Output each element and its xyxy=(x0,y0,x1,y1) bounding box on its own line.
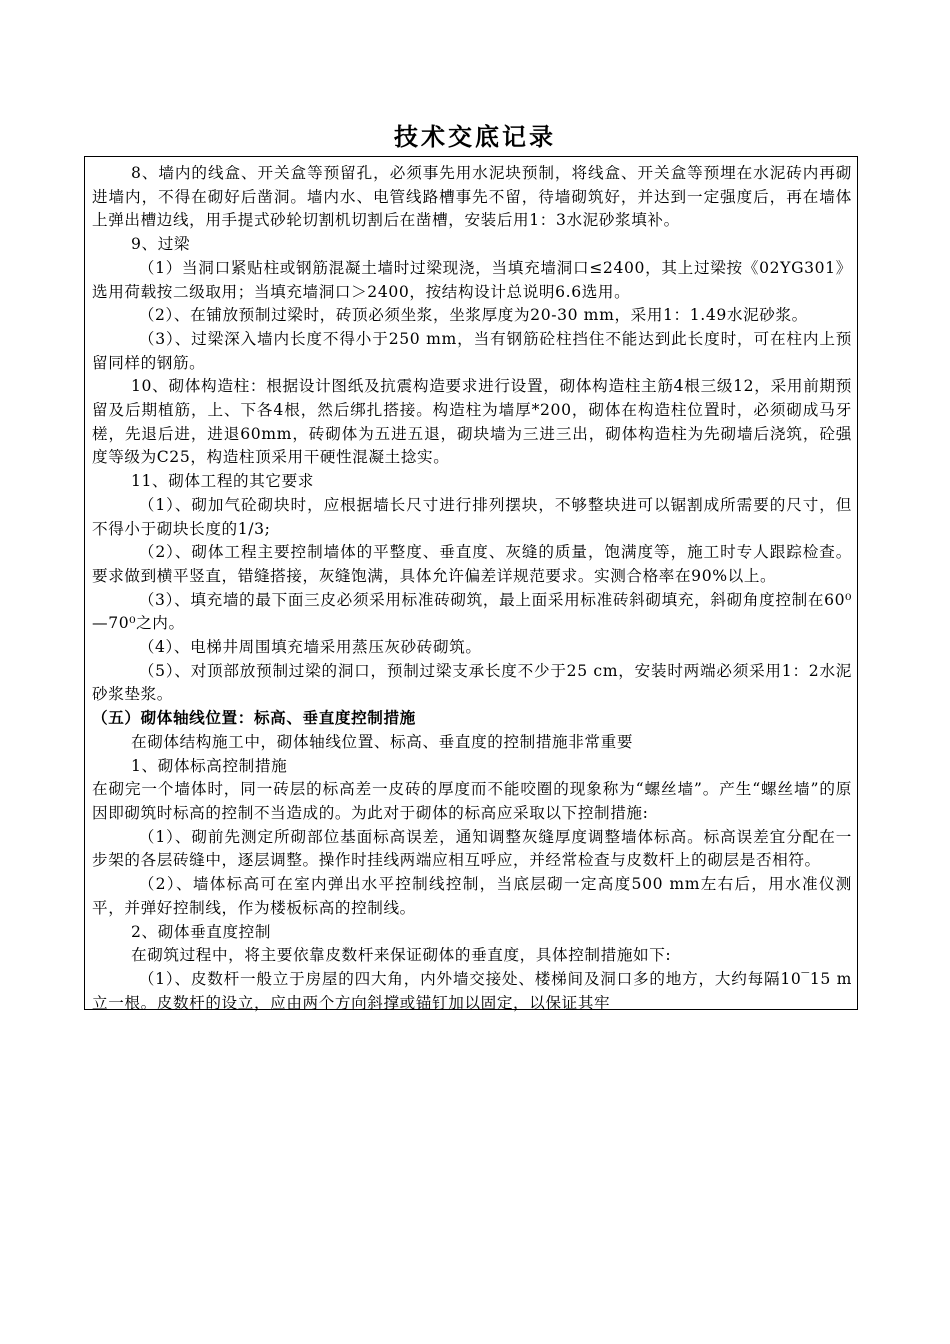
paragraph-masonry-3: （3）、填充墙的最下面三皮必须采用标准砖砌筑，最上面采用标准砖斜砌填充，斜砌角度控制在60⁰—70⁰之内。 xyxy=(92,590,852,633)
paragraph-masonry-2: （2）、砌体工程主要控制墙体的平整度、垂直度、灰缝的质量，饱满度等，施工时专人跟踪检查。要求做到横平竖直，错缝搭接，灰缝饱满，具体允许偏差详规范要求。实测合格率在90%以上。 xyxy=(92,543,852,585)
paragraph-elevation-1: （1）、砌前先测定所砌部位基面标高误差，通知调整灰缝厚度调整墙体标高。标高误差宜分配在一步架的各层砖缝中，逐层调整。操作时挂线两端应相互呼应，并经常检查与皮数杆上的砌层是否相符。 xyxy=(92,827,852,870)
document-body xyxy=(92,162,852,1015)
paragraph-item-10: 10、砌体构造柱：根据设计图纸及抗震构造要求进行设置，砌体构造柱主筋4根三级12，采用前期预留及后期植筋，上、下各4根，然后绑扎搭接。构造柱为墙厚*200，砌体在构造柱位置时，必须砌成马牙槎，先退后进，进退60mm，砖砌体为五进五退，砌块墙为三进三出，砌体构造柱为先砌墙后浇筑，砼强度等级为C25，构造柱顶采用干硬性混凝土捻实。 xyxy=(92,377,852,467)
paragraph-masonry-1: （1）、砌加气砼砌块时，应根据墙长尺寸进行排列摆块，不够整块进可以锯割成所需要的尺寸，但不得小于砌块长度的1/3; xyxy=(92,495,852,538)
paragraph-verticality-heading: 2、砌体垂直度控制 xyxy=(131,922,272,941)
paragraph-item-9-heading: 9、过梁 xyxy=(131,235,191,254)
document-title: 技术交底记录 xyxy=(394,123,556,151)
paragraph-masonry-4: （4）、电梯井周围填充墙采用蒸压灰砂砖砌筑。 xyxy=(138,638,482,657)
paragraph-verticality-1: （1）、皮数杆一般立于房屋的四大角，内外墙交接处、楼梯间及洞口多的地方，大约每隔10‾15 m立一根。皮数杆的设立，应由两个方向斜撑或锚钉加以固定，以保证其牢 xyxy=(92,969,852,1012)
paragraph-item-8: 8、墙内的线盒、开关盒等预留孔，必须事先用水泥块预制，将线盒、开关盒等预埋在水泥砖内再砌进墙内，不得在砌好后凿洞。墙内水、电管线路槽事先不留，待墙砌筑好，并达到一定强度后，再在墙体上弹出槽边线，用手提式砂轮切割机切割后在凿槽，安装后用1：3水泥砂浆填补。 xyxy=(92,164,852,230)
paragraph-item-11-heading: 11、砌体工程的其它要求 xyxy=(131,472,314,491)
paragraph-section-intro: 在砌体结构施工中，砌体轴线位置、标高、垂直度的控制措施非常重要 xyxy=(131,732,634,751)
paragraph-lintel-1: （1）当洞口紧贴柱或钢筋混凝土墙时过梁现浇，当填充墙洞口≤2400，其上过梁按《02YG301》选用荷载按二级取用；当填充墙洞口＞2400，按结构设计总说明6.6选用。 xyxy=(92,258,852,301)
section-heading-5: （五）砌体轴线位置：标高、垂直度控制措施 xyxy=(92,709,416,728)
paragraph-elevation-2: （2）、墙体标高可在室内弹出水平控制线控制，当底层砌一定高度500 mm左右后，用水准仪测平，并弹好控制线，作为楼板标高的控制线。 xyxy=(92,875,852,917)
paragraph-lintel-3: （3）、过梁深入墙内长度不得小于250 mm，当有钢筋砼柱挡住不能达到此长度时，可在柱内上预留同样的钢筋。 xyxy=(92,329,852,372)
paragraph-verticality-intro: 在砌筑过程中，将主要依靠皮数杆来保证砌体的垂直度，具体控制措施如下: xyxy=(131,946,672,965)
paragraph-lintel-2: （2）、在铺放预制过梁时，砖顶必须坐浆，坐浆厚度为20-30 mm，采用1：1.49水泥砂浆。 xyxy=(138,306,808,325)
paragraph-elevation-desc: 在砌完一个墙体时，同一砖层的标高差一皮砖的厚度而不能咬圈的现象称为“螺丝墙”。产生“螺丝墙”的原因即砌筑时标高的控制不当造成的。为此对于砌体的标高应采取以下控制措施: xyxy=(92,780,852,822)
paragraph-elevation-heading: 1、砌体标高控制措施 xyxy=(131,756,288,775)
paragraph-masonry-5: （5）、对顶部放预制过梁的洞口，预制过梁支承长度不少于25 cm，安装时两端必须采用1：2水泥砂浆垫浆。 xyxy=(92,661,852,704)
